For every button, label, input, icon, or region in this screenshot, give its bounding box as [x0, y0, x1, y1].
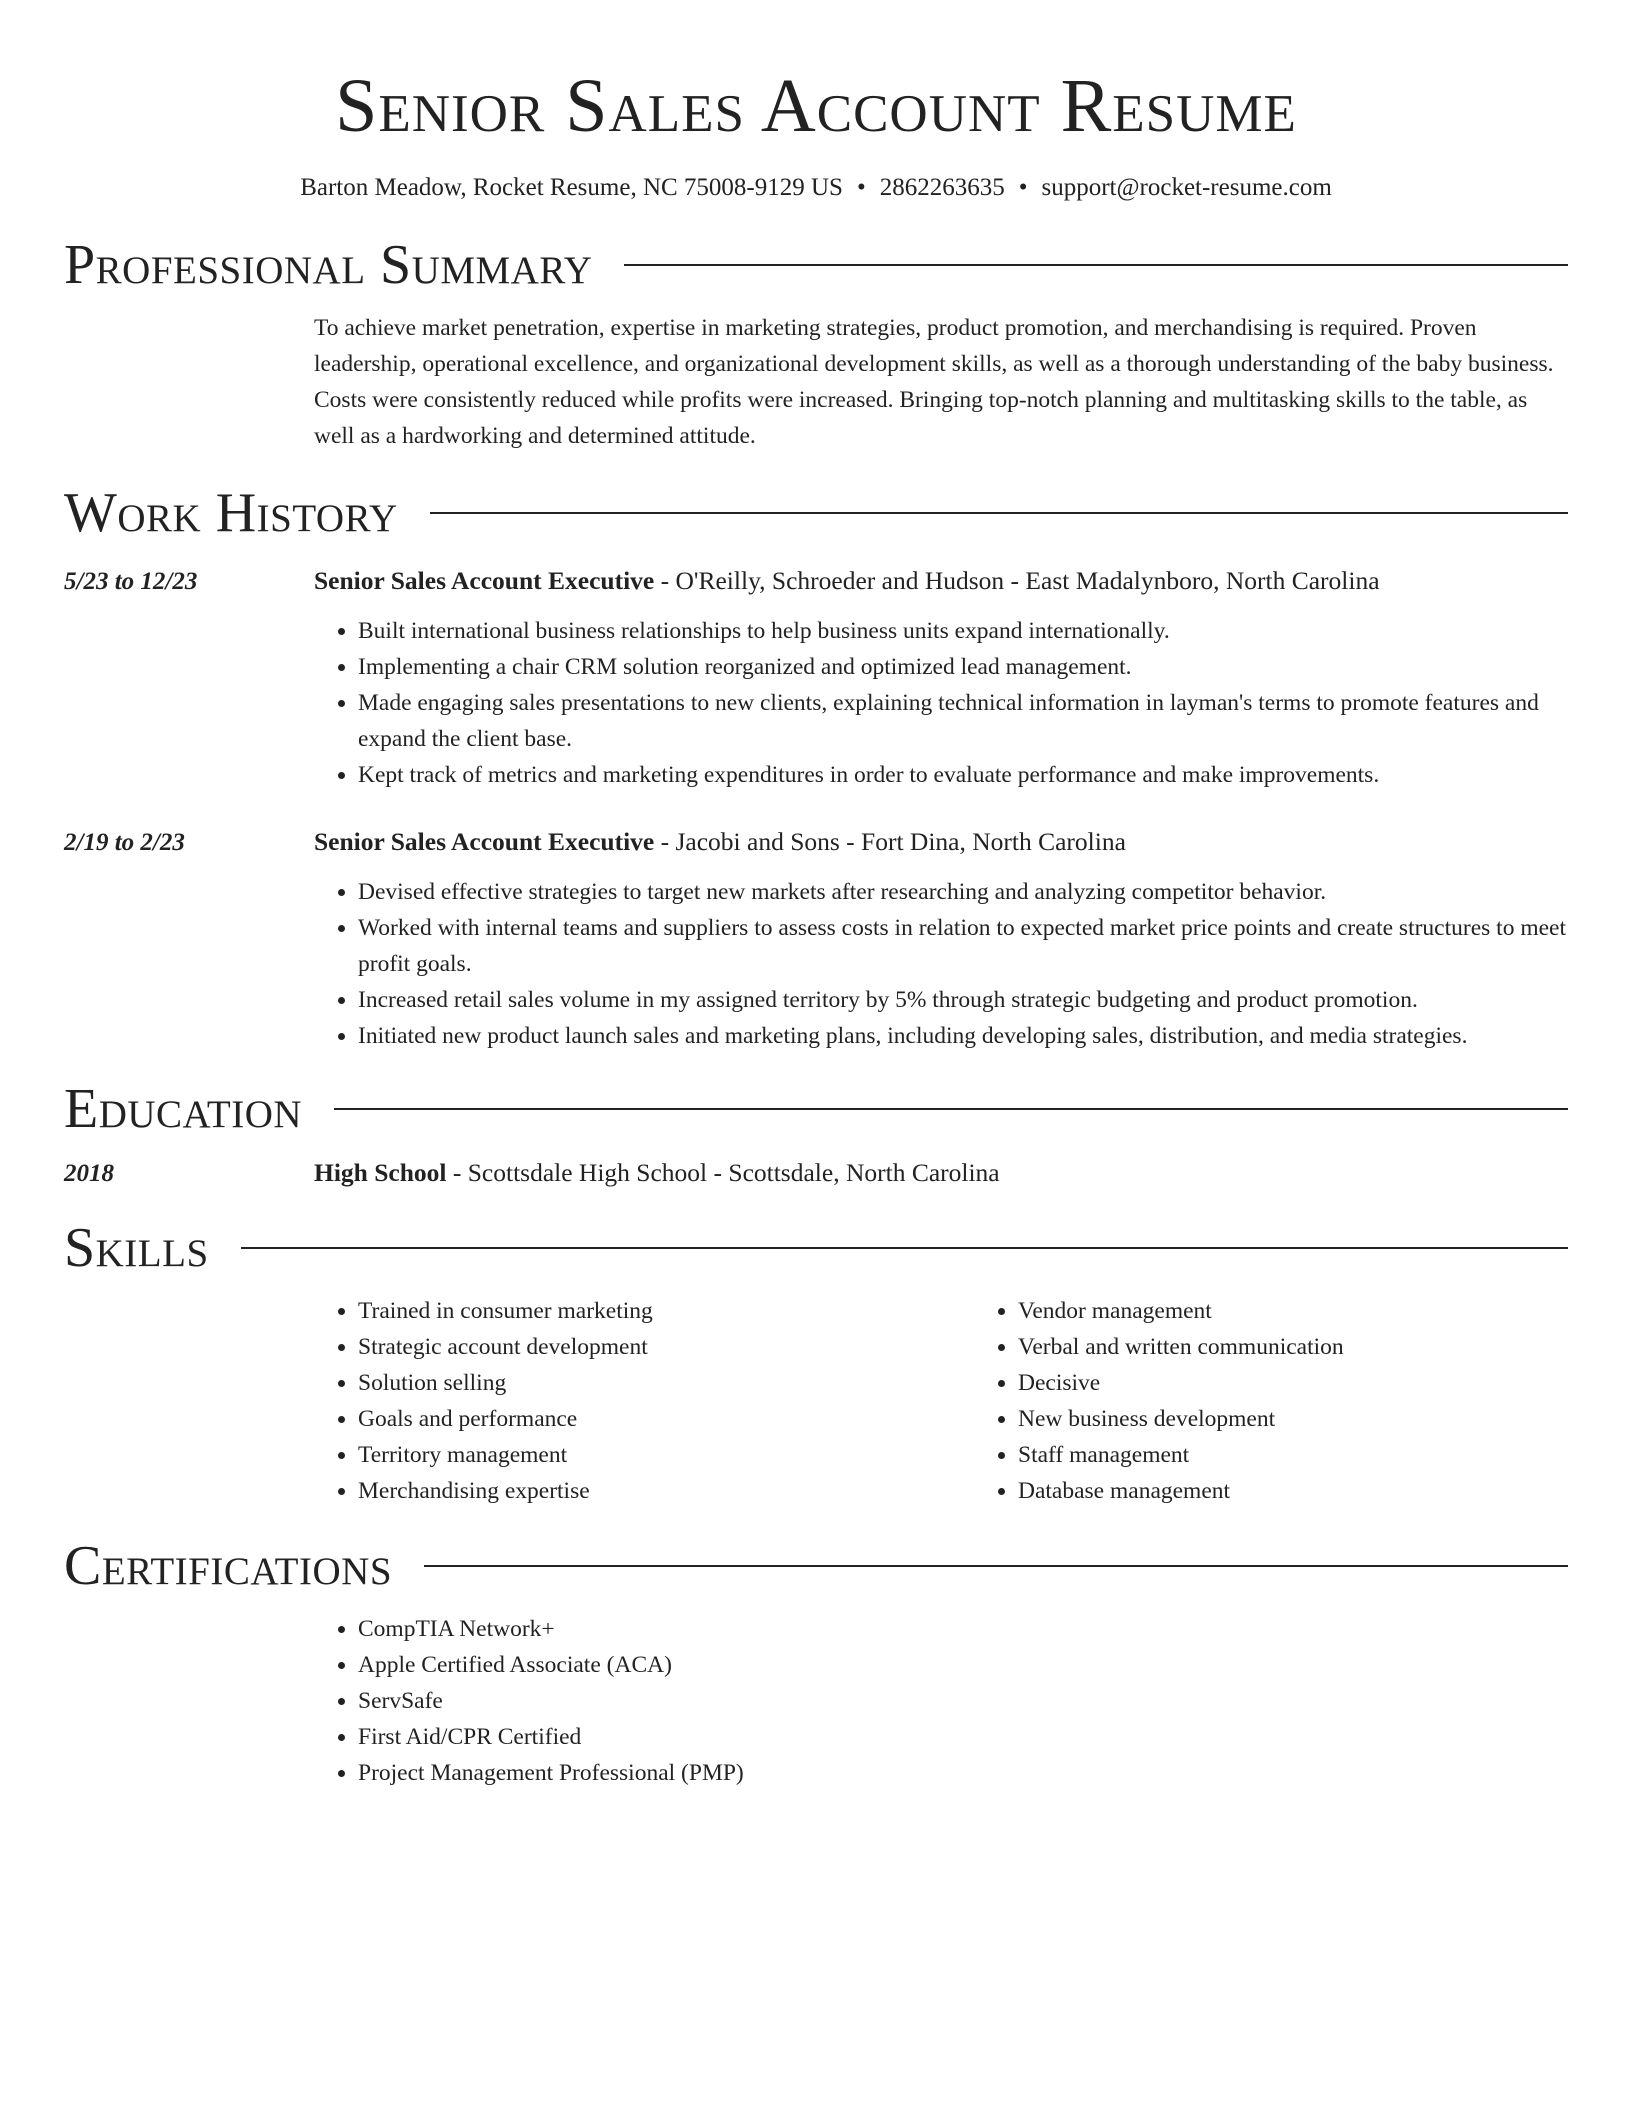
section-title: Work History [64, 482, 398, 544]
section-title: Education [64, 1078, 303, 1140]
contact-phone: 2862263635 [879, 174, 1005, 201]
section-header [64, 1535, 1568, 1597]
certifications-section [64, 1535, 1568, 1791]
skills-section [64, 1217, 1568, 1509]
education-date: 2018 [64, 1160, 114, 1187]
summary-text: To achieve market penetration, expertise in marketing strategies, product promotion, and merchandising is required. Proven leadership, operational excellence, and organizational development skills, as well as a thorough understanding of the baby business. Costs were consistently reduced while profits were increased. Bringing top-notch planning and multitasking skills to the table, as well as a hardworking and determined attitude. [314, 315, 1554, 449]
section-divider [241, 1247, 1568, 1249]
section-title: Skills [64, 1217, 209, 1279]
contact-email: support@rocket-resume.com [1041, 174, 1332, 201]
section-header [64, 234, 1568, 296]
section-divider [624, 264, 1568, 266]
list-item: • ServSafe [358, 1683, 1568, 1719]
list-item: • Implementing a chair CRM solution reorganized and optimized lead management. [358, 649, 1568, 685]
education-section [64, 1078, 1568, 1191]
section-title: Certifications [64, 1535, 393, 1597]
section-header [64, 1217, 1568, 1279]
job-heading [314, 825, 1126, 859]
summary-section [64, 234, 1568, 454]
list-item: • Increased retail sales volume in my assigned territory by 5% through strategic budgeting and product promotion. [358, 982, 1568, 1018]
job-dates: 2/19 to 2/23 [64, 829, 185, 856]
bullet-list [314, 874, 1568, 1054]
job-dates: 5/23 to 12/23 [64, 568, 198, 595]
job-title: Senior Sales Account Executive [314, 566, 655, 595]
work-history-section [64, 482, 1568, 1054]
list-item: • Vendor management [1018, 1293, 1632, 1329]
job-company-location: - Jacobi and Sons - Fort Dina, North Carolina [654, 827, 1126, 856]
education-degree: High School [314, 1158, 447, 1187]
bullet-list [314, 613, 1568, 793]
education-heading [314, 1156, 1000, 1190]
section-divider [430, 512, 1568, 514]
certifications-body [314, 1611, 1568, 1791]
job-heading [314, 564, 1380, 598]
list-item: • Territory management [358, 1437, 974, 1473]
list-item: • Database management [1018, 1473, 1632, 1509]
list-item: • Project Management Professional (PMP) [358, 1755, 1568, 1791]
section-divider [334, 1108, 1568, 1110]
skills-list-right [974, 1293, 1632, 1509]
job-bullets [314, 613, 1568, 793]
certifications-list [314, 1611, 1568, 1791]
education-entry [64, 1156, 1568, 1191]
list-item: • Verbal and written communication [1018, 1329, 1632, 1365]
list-item: • Strategic account development [358, 1329, 974, 1365]
contact-address: Barton Meadow, Rocket Resume, NC 75008-9129 US [300, 174, 843, 201]
section-title: Professional Summary [64, 234, 593, 296]
job-header-row [64, 564, 1568, 599]
education-school-location: - Scottsdale High School - Scottsdale, North Carolina [446, 1158, 1000, 1187]
list-item: • CompTIA Network+ [358, 1611, 1568, 1647]
list-item: • New business development [1018, 1401, 1632, 1437]
job-title: Senior Sales Account Executive [314, 827, 655, 856]
section-divider [424, 1565, 1568, 1567]
list-item: • Devised effective strategies to target new markets after researching and analyzing competitor behavior. [358, 874, 1568, 910]
summary-body [314, 310, 1568, 454]
job-entry [64, 564, 1568, 793]
list-item: • Worked with internal teams and suppliers to assess costs in relation to expected market price points and create structures to meet profit goals. [358, 910, 1568, 982]
contact-separator: • [1018, 174, 1028, 201]
list-item: • Merchandising expertise [358, 1473, 974, 1509]
skills-columns [314, 1293, 1568, 1509]
job-bullets [314, 874, 1568, 1054]
list-item: • Apple Certified Associate (ACA) [358, 1647, 1568, 1683]
list-item: • Staff management [1018, 1437, 1632, 1473]
skills-list-left [314, 1293, 974, 1509]
section-header [64, 1078, 1568, 1140]
job-header-row [64, 825, 1568, 860]
list-item: • Decisive [1018, 1365, 1632, 1401]
list-item: • Kept track of metrics and marketing expenditures in order to evaluate performance and make improvements. [358, 757, 1568, 793]
list-item: • Solution selling [358, 1365, 974, 1401]
list-item: • Trained in consumer marketing [358, 1293, 974, 1329]
page-title: Senior Sales Account Resume [335, 64, 1297, 148]
job-company-location: - O'Reilly, Schroeder and Hudson - East Madalynboro, North Carolina [654, 566, 1380, 595]
list-item: • Made engaging sales presentations to new clients, explaining technical information in layman's terms to promote features and expand the client base. [358, 685, 1568, 757]
list-item: • Goals and performance [358, 1401, 974, 1437]
contact-line [64, 172, 1568, 204]
list-item: • First Aid/CPR Certified [358, 1719, 1568, 1755]
contact-separator: • [856, 174, 866, 201]
section-header [64, 482, 1568, 544]
job-entry [64, 825, 1568, 1054]
list-item: • Built international business relationships to help business units expand internationally. [358, 613, 1568, 649]
list-item: • Initiated new product launch sales and marketing plans, including developing sales, distribution, and media strategies. [358, 1018, 1568, 1054]
